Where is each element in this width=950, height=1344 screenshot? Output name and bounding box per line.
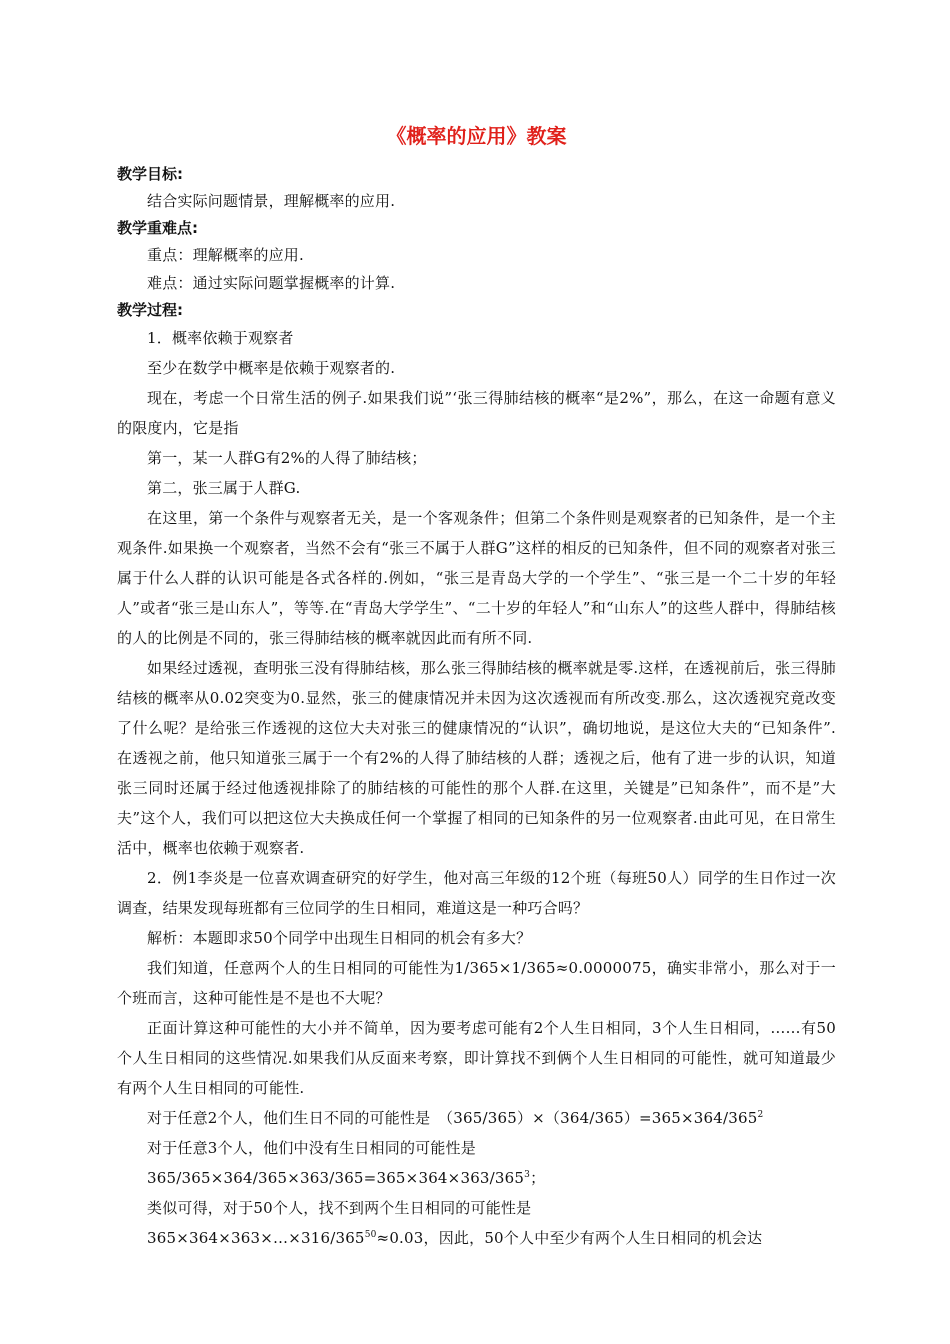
goal-text: 结合实际问题情景，理解概率的应用. — [147, 192, 396, 210]
paragraph-11: 正面计算这种可能性的大小并不简单，因为要考虑可能有2个人生日相同，3个人生日相同，……有50个人生日相同的这些情况.如果我们从反面来考察，即计算找不到俩个人生日相同的可能性，就可知道最少有两个人生日相同的可能性. — [117, 1019, 836, 1097]
paragraph-9: 解析：本题即求50个同学中出现生日相同的机会有多大？ — [147, 929, 532, 947]
document-title: 《概率的应用》教案 — [386, 124, 567, 148]
paragraph-14-text: 365/365×364/365×363/365=365×364×363/365 — [147, 1169, 525, 1187]
paragraph-2: 至少在数学中概率是依赖于观察者的. — [147, 359, 396, 377]
paragraph-6: 在这里，第一个条件与观察者无关，是一个客观条件；但第二个条件则是观察者的已知条件，是一个主观条件.如果换一个观察者，当然不会有“张三不属于人群G”这样的相反的已知条件，但不同的观察者对张三属于什么人群的认识可能是各式各样的.例如，“张三是青岛大学的一个学生”、“张三是一个二十岁的年轻人”或者“张三是山东人”，等等.在“青岛大学学生”、“二十岁的年轻人”和“山东人”的这些人群中，得肺结核的人的比例是不同的，张三得肺结核的概率就因此而有所不同. — [117, 509, 836, 647]
key-heading: 教学重难点: — [117, 219, 198, 237]
paragraph-12-text: 对于任意2个人，他们生日不同的可能性是 （365/365）×（364/365）=365×364/365 — [147, 1109, 758, 1127]
paragraph-13: 对于任意3个人，他们中没有生日相同的可能性是 — [147, 1139, 476, 1157]
paragraph-12-exponent: 2 — [757, 1110, 764, 1120]
goal-heading: 教学目标: — [117, 165, 183, 183]
paragraph-16-tail: ≈0.03，因此，50个人中至少有两个人生日相同的机会达 — [376, 1229, 763, 1247]
paragraph-14-exponent: 3 — [524, 1170, 531, 1180]
paragraph-14-tail: ； — [530, 1169, 546, 1187]
paragraph-3: 现在，考虑一个日常生活的例子.如果我们说”‘张三得肺结核的概率“是2%”，那么，在这一命题有意义的限度内，它是指 — [117, 389, 836, 437]
difficulty-point: 难点：通过实际问题掌握概率的计算. — [147, 274, 396, 292]
paragraph-16 — [117, 1223, 836, 1253]
paragraph-1: 1．概率依赖于观察者 — [147, 329, 294, 347]
paragraph-15: 类似可得，对于50个人，找不到两个生日相同的可能性是 — [147, 1199, 532, 1217]
paragraph-14 — [117, 1163, 836, 1193]
paragraph-10: 我们知道，任意两个人的生日相同的可能性为1/365×1/365≈0.0000075，确实非常小，那么对于一个班而言，这种可能性是不是也不大呢？ — [117, 959, 836, 1007]
paragraph-7: 如果经过透视，查明张三没有得肺结核，那么张三得肺结核的概率就是零.这样，在透视前后，张三得肺结核的概率从0.02突变为0.显然，张三的健康情况并未因为这次透视而有所改变.那么，这次透视究竟改变了什么呢？是给张三作透视的这位大夫对张三的健康情况的“认识”，确切地说，是这位大夫的“已知条件”.在透视之前，他只知道张三属于一个有2%的人得了肺结核的人群；透视之后，他有了进一步的认识，知道张三同时还属于经过他透视排除了的肺结核的可能性的那个人群.在这里，关键是”已知条件”，而不是”大夫”这个人，我们可以把这位大夫换成任何一个掌握了相同的已知条件的另一位观察者.由此可见，在日常生活中，概率也依赖于观察者. — [117, 659, 836, 857]
paragraph-12 — [117, 1103, 836, 1133]
paragraph-8: 2．例1李炎是一位喜欢调查研究的好学生，他对高三年级的12个班（每班50人）同学的生日作过一次调查，结果发现每班都有三位同学的生日相同，难道这是一种巧合吗？ — [117, 869, 836, 917]
key-point: 重点：理解概率的应用. — [147, 246, 304, 264]
paragraph-5: 第二，张三属于人群G. — [147, 479, 301, 497]
paragraph-4: 第一，某一人群G有2%的人得了肺结核； — [147, 449, 427, 467]
paragraph-16-text: 365×364×363×…×316/365 — [147, 1229, 365, 1247]
paragraph-16-exponent: 50 — [364, 1230, 377, 1240]
process-heading: 教学过程: — [117, 301, 183, 319]
